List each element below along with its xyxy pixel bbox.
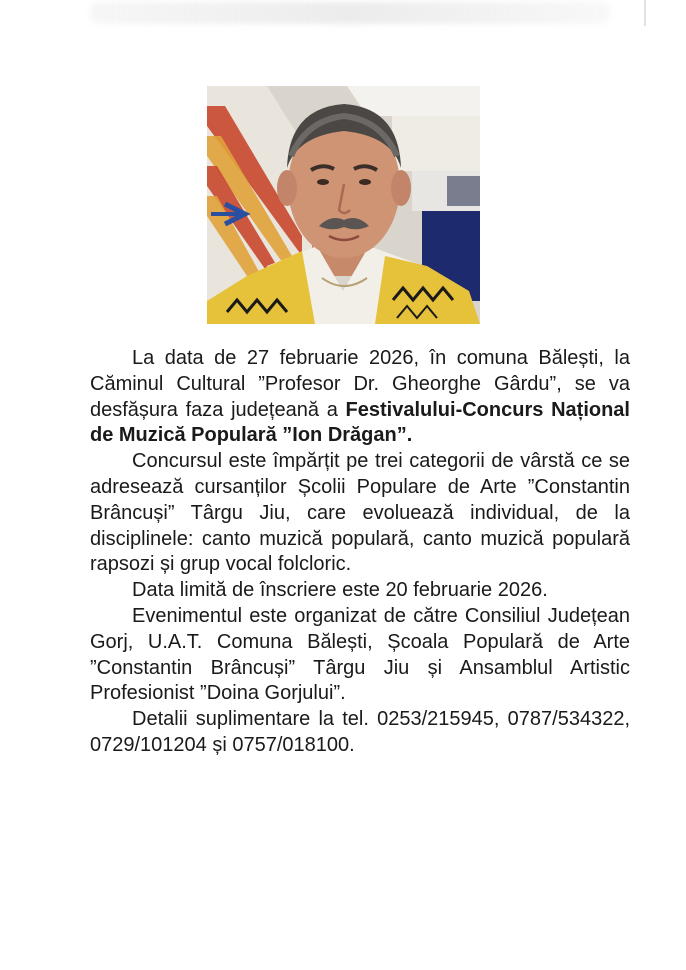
- intro-text: La data de 27 februarie 2026, în comuna Bălești, la Căminul Cultural ”Profesor Dr. Gheorghe Gârdu”, se va desfășura faza județeană a: [90, 347, 630, 421]
- festival-name: Festivalului-Concurs Național de Muzică Populară ”Ion Drăgan”.: [90, 398, 630, 447]
- scan-artifact-header: [90, 2, 610, 24]
- paragraph-intro: [90, 346, 630, 449]
- paragraph-contact: Detalii suplimentare la tel. 0253/215945, 0787/534322, 0729/101204 și 0757/018100.: [90, 708, 630, 756]
- portrait-photo: [207, 86, 480, 324]
- announcement-text: [90, 346, 630, 759]
- scan-artifact-mark: [644, 0, 646, 26]
- paragraph-categories: Concursul este împărțit pe trei categorii de vârstă ce se adresează cursanților Școlii Populare de Arte ”Constantin Brâncuși” Târgu Jiu, care evoluează individual, de la disciplinele: canto muzică populară, canto muzică populară rapsozi și grup vocal folcloric.: [90, 450, 630, 576]
- paragraph-organizers: Evenimentul este organizat de către Consiliul Județean Gorj, U.A.T. Comuna Bălești, Școala Populară de Arte ”Constantin Brâncuși” Târgu Jiu și Ansamblul Artistic Profesionist ”Doina Gorjului”.: [90, 604, 630, 705]
- paragraph-deadline: Data limită de înscriere este 20 februarie 2026.: [132, 579, 548, 602]
